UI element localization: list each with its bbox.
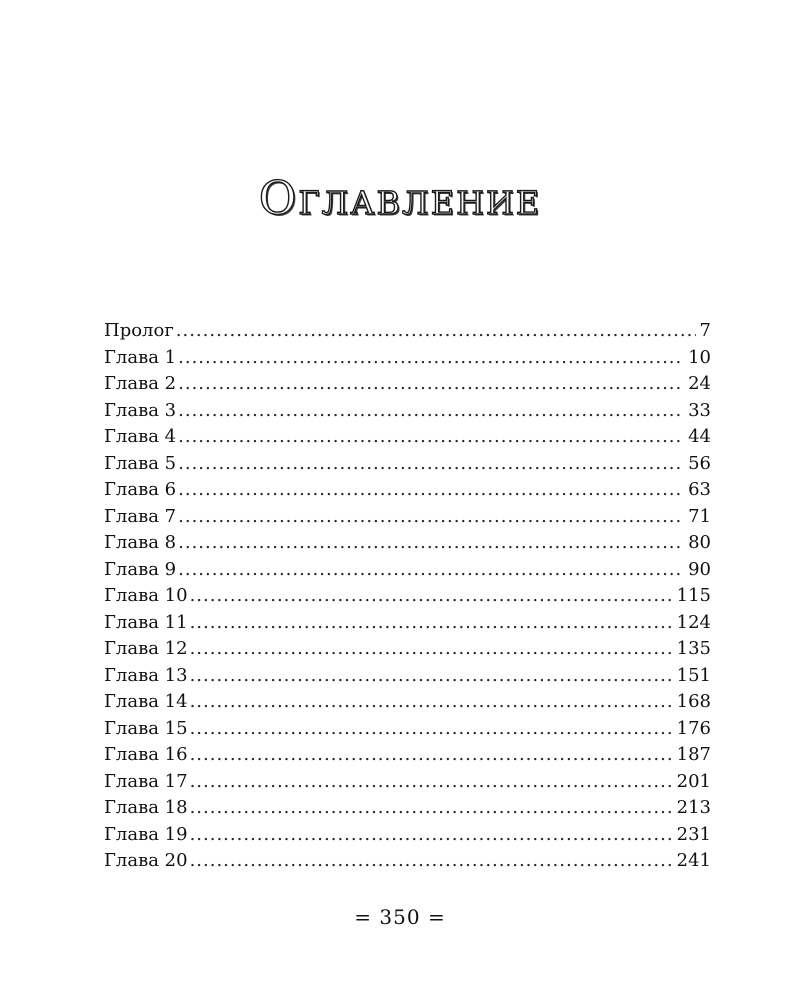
toc-entry-title: Глава 7 xyxy=(104,505,177,527)
toc-entry-page: 33 xyxy=(688,399,711,421)
toc-entry-page: 7 xyxy=(699,320,711,341)
page-number: = 350 = xyxy=(354,905,446,929)
toc-entry-page: 151 xyxy=(676,664,711,686)
toc-entry[interactable] xyxy=(104,530,711,557)
toc-entry-title: Глава 3 xyxy=(104,399,177,421)
dot-leader xyxy=(190,689,673,716)
toc-entry-page: 124 xyxy=(676,611,711,633)
toc-entry[interactable] xyxy=(104,557,711,584)
toc-entry-title: Глава 1 xyxy=(104,346,177,368)
toc-entry-title: Глава 5 xyxy=(104,452,177,474)
toc-entry-page: 241 xyxy=(676,850,711,871)
toc-entry-page: 90 xyxy=(688,558,711,580)
dot-leader xyxy=(178,477,684,504)
toc-entry[interactable] xyxy=(104,345,711,372)
toc-entry[interactable] xyxy=(104,636,711,663)
toc-entry-title: Глава 6 xyxy=(104,479,177,500)
dot-leader xyxy=(190,822,673,849)
toc-entry-title: Глава 4 xyxy=(104,426,177,447)
toc-entry-title: Глава 13 xyxy=(104,664,188,686)
dot-leader xyxy=(190,769,673,796)
toc-entry-title: Глава 17 xyxy=(104,770,188,792)
toc-entry[interactable] xyxy=(104,610,711,637)
toc-entry-page: 231 xyxy=(676,823,711,845)
toc-entry-page: 176 xyxy=(676,717,711,739)
toc-entry-title: Глава 14 xyxy=(104,691,188,712)
dot-leader xyxy=(178,557,684,584)
toc-entry-title: Глава 16 xyxy=(104,744,188,765)
toc-entry[interactable] xyxy=(104,716,711,743)
toc-entry[interactable] xyxy=(104,822,711,849)
dot-leader xyxy=(190,583,673,610)
dot-leader xyxy=(190,742,673,769)
toc-entry-page: 187 xyxy=(676,744,711,765)
toc-entry-page: 115 xyxy=(676,585,711,606)
toc-entry[interactable] xyxy=(104,318,711,345)
dot-leader xyxy=(190,636,673,663)
toc-entry-page: 201 xyxy=(676,770,711,792)
dot-leader xyxy=(190,848,673,875)
toc-entry-title: Глава 20 xyxy=(104,850,188,871)
dot-leader xyxy=(178,504,684,531)
toc-entry-page: 10 xyxy=(688,346,711,368)
toc-entry-title: Глава 11 xyxy=(104,611,188,633)
toc-entry-title: Глава 18 xyxy=(104,797,188,818)
toc-entry-page: 56 xyxy=(688,452,711,474)
toc-entry[interactable] xyxy=(104,371,711,398)
dot-leader xyxy=(178,451,684,478)
toc-entry-title: Глава 15 xyxy=(104,717,188,739)
dot-leader xyxy=(190,716,673,743)
dot-leader xyxy=(190,663,673,690)
dot-leader xyxy=(178,530,684,557)
toc-entry-title: Глава 19 xyxy=(104,823,188,845)
toc-entry[interactable] xyxy=(104,742,711,769)
toc-entry[interactable] xyxy=(104,583,711,610)
dot-leader xyxy=(178,371,684,398)
dot-leader xyxy=(176,318,696,345)
toc-entry-title: Глава 12 xyxy=(104,638,188,659)
dot-leader xyxy=(178,424,684,451)
toc-entry[interactable] xyxy=(104,689,711,716)
toc-entry-page: 135 xyxy=(676,638,711,659)
toc-entry[interactable] xyxy=(104,663,711,690)
toc-entry-title: Глава 2 xyxy=(104,373,177,394)
toc-entry[interactable] xyxy=(104,477,711,504)
page-title: Оглавление xyxy=(258,170,542,225)
toc-entry[interactable] xyxy=(104,424,711,451)
toc-entry[interactable] xyxy=(104,451,711,478)
toc-entry-page: 80 xyxy=(688,532,711,553)
toc-entry-page: 63 xyxy=(688,479,711,500)
toc-entry-page: 71 xyxy=(688,505,711,527)
dot-leader xyxy=(178,345,684,372)
toc-entry-page: 44 xyxy=(688,426,711,447)
dot-leader xyxy=(190,795,673,822)
toc-entry[interactable] xyxy=(104,769,711,796)
toc-entry-title: Пролог xyxy=(104,320,174,341)
toc-entry-page: 24 xyxy=(688,373,711,394)
toc-entry-page: 168 xyxy=(676,691,711,712)
toc-entry-title: Глава 10 xyxy=(104,585,188,606)
dot-leader xyxy=(190,610,673,637)
dot-leader xyxy=(178,398,684,425)
table-of-contents xyxy=(104,318,711,875)
toc-entry-title: Глава 9 xyxy=(104,558,177,580)
toc-entry[interactable] xyxy=(104,795,711,822)
toc-entry[interactable] xyxy=(104,398,711,425)
toc-entry-page: 213 xyxy=(676,797,711,818)
toc-entry-title: Глава 8 xyxy=(104,532,177,553)
toc-entry[interactable] xyxy=(104,848,711,875)
toc-entry[interactable] xyxy=(104,504,711,531)
